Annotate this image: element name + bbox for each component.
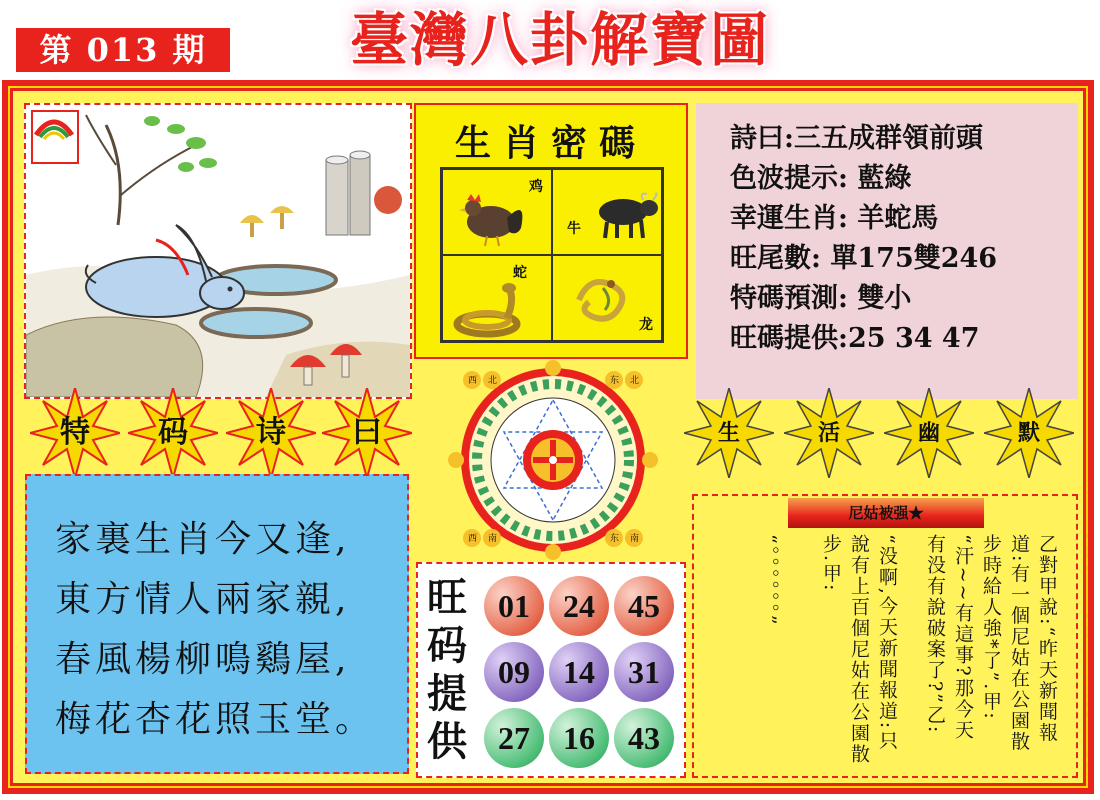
number-ball: 45 (614, 576, 674, 636)
star-text: 默 (1017, 420, 1040, 446)
ox-icon (591, 186, 661, 242)
bagua-wheel-icon (442, 360, 664, 560)
joke-column: 說有上百個尼姑在公園散 (848, 534, 870, 765)
joke-column: 道:有一個尼姑在公園散 (1008, 534, 1030, 753)
star-badge (984, 388, 1074, 478)
joke-panel (692, 494, 1078, 778)
number-ball: 09 (484, 642, 544, 702)
rabbit-scene-icon (26, 105, 410, 397)
rabbit-illustration (24, 103, 412, 399)
number-ball: 31 (614, 642, 674, 702)
star-text: 活 (817, 420, 840, 446)
number-ball: 43 (614, 708, 674, 768)
star-badge (30, 388, 120, 478)
wheel-dir: 西 (468, 534, 478, 544)
poem-line: 東方情人兩家親, (55, 579, 351, 620)
poem-line: 家裏生肖今又逢, (55, 519, 351, 560)
wheel-dir: 东 (610, 376, 620, 386)
star-badge (684, 388, 774, 478)
info-line: 旺尾數: 單175雙246 (730, 243, 998, 274)
bagua-wheel (442, 360, 664, 560)
info-line: 特碼預測: 雙小 (730, 283, 912, 314)
lucky-numbers-label: 旺码提供 (427, 574, 467, 765)
snake-icon (449, 280, 529, 340)
zodiac-label: 蛇 (513, 265, 527, 281)
joke-column: 步.甲: (820, 534, 842, 593)
joke-column: “没啊,今天新聞報道:只 (876, 534, 898, 752)
info-line: 色波提示: 藍綠 (730, 163, 912, 194)
poem-line: 春風楊柳鳴鷄屋, (55, 639, 351, 680)
zodiac-label: 鸡 (529, 179, 543, 195)
star-text: 特 (60, 415, 90, 450)
zodiac-grid (440, 167, 664, 343)
lucky-numbers-panel (416, 562, 686, 778)
star-badge (226, 388, 316, 478)
zodiac-cell-ox (552, 169, 662, 255)
number-ball: 01 (484, 576, 544, 636)
number-ball: 16 (549, 708, 609, 768)
info-line: 幸運生肖: 羊蛇馬 (730, 203, 939, 234)
zodiac-label: 牛 (567, 221, 581, 237)
issue-number: 第 013 期 (16, 28, 230, 72)
zodiac-cell-rooster (442, 169, 552, 255)
joke-column: “。。。。。。” (758, 534, 780, 627)
joke-column: “汗~~有這事?那今天 (952, 534, 974, 741)
star-badge (322, 388, 412, 478)
joke-column: 有没有說破案了?”乙: (924, 534, 946, 735)
info-line: 旺碼提供:25 34 47 (730, 323, 980, 354)
star-text: 生 (717, 420, 740, 446)
info-line: 詩曰:三五成群領前頭 (730, 123, 983, 154)
poem-panel (25, 474, 409, 774)
star-badge (884, 388, 974, 478)
star-badge (128, 388, 218, 478)
number-ball: 24 (549, 576, 609, 636)
wheel-dir: 西 (468, 376, 478, 386)
joke-column: 乙對甲說:“昨天新聞報 (1036, 534, 1058, 744)
wheel-dir: 南 (630, 534, 640, 544)
info-panel (696, 103, 1078, 399)
zodiac-title: 生肖密碼 (454, 122, 647, 164)
page-title: 臺灣八卦解寶圖 (349, 6, 770, 74)
number-ball: 27 (484, 708, 544, 768)
wheel-dir: 北 (488, 376, 498, 386)
dragon-icon (569, 270, 639, 330)
number-ball: 14 (549, 642, 609, 702)
rooster-icon (451, 188, 531, 248)
star-text: 曰 (352, 415, 382, 450)
joke-title: 尼姑被强★ (788, 498, 984, 528)
zodiac-cell-snake (442, 255, 552, 341)
joke-column: 步時給人強*了”.甲: (980, 534, 1002, 721)
zodiac-code-panel (414, 103, 688, 359)
star-text: 码 (158, 415, 188, 450)
zodiac-label: 龙 (639, 317, 653, 333)
wheel-dir: 北 (630, 376, 640, 386)
star-badge (784, 388, 874, 478)
wheel-dir: 东 (610, 534, 620, 544)
star-text: 幽 (917, 420, 940, 446)
zodiac-cell-dragon (552, 255, 662, 341)
wheel-dir: 南 (488, 534, 498, 544)
poem-line: 梅花杏花照玉堂。 (55, 699, 376, 740)
star-text: 诗 (256, 415, 286, 450)
